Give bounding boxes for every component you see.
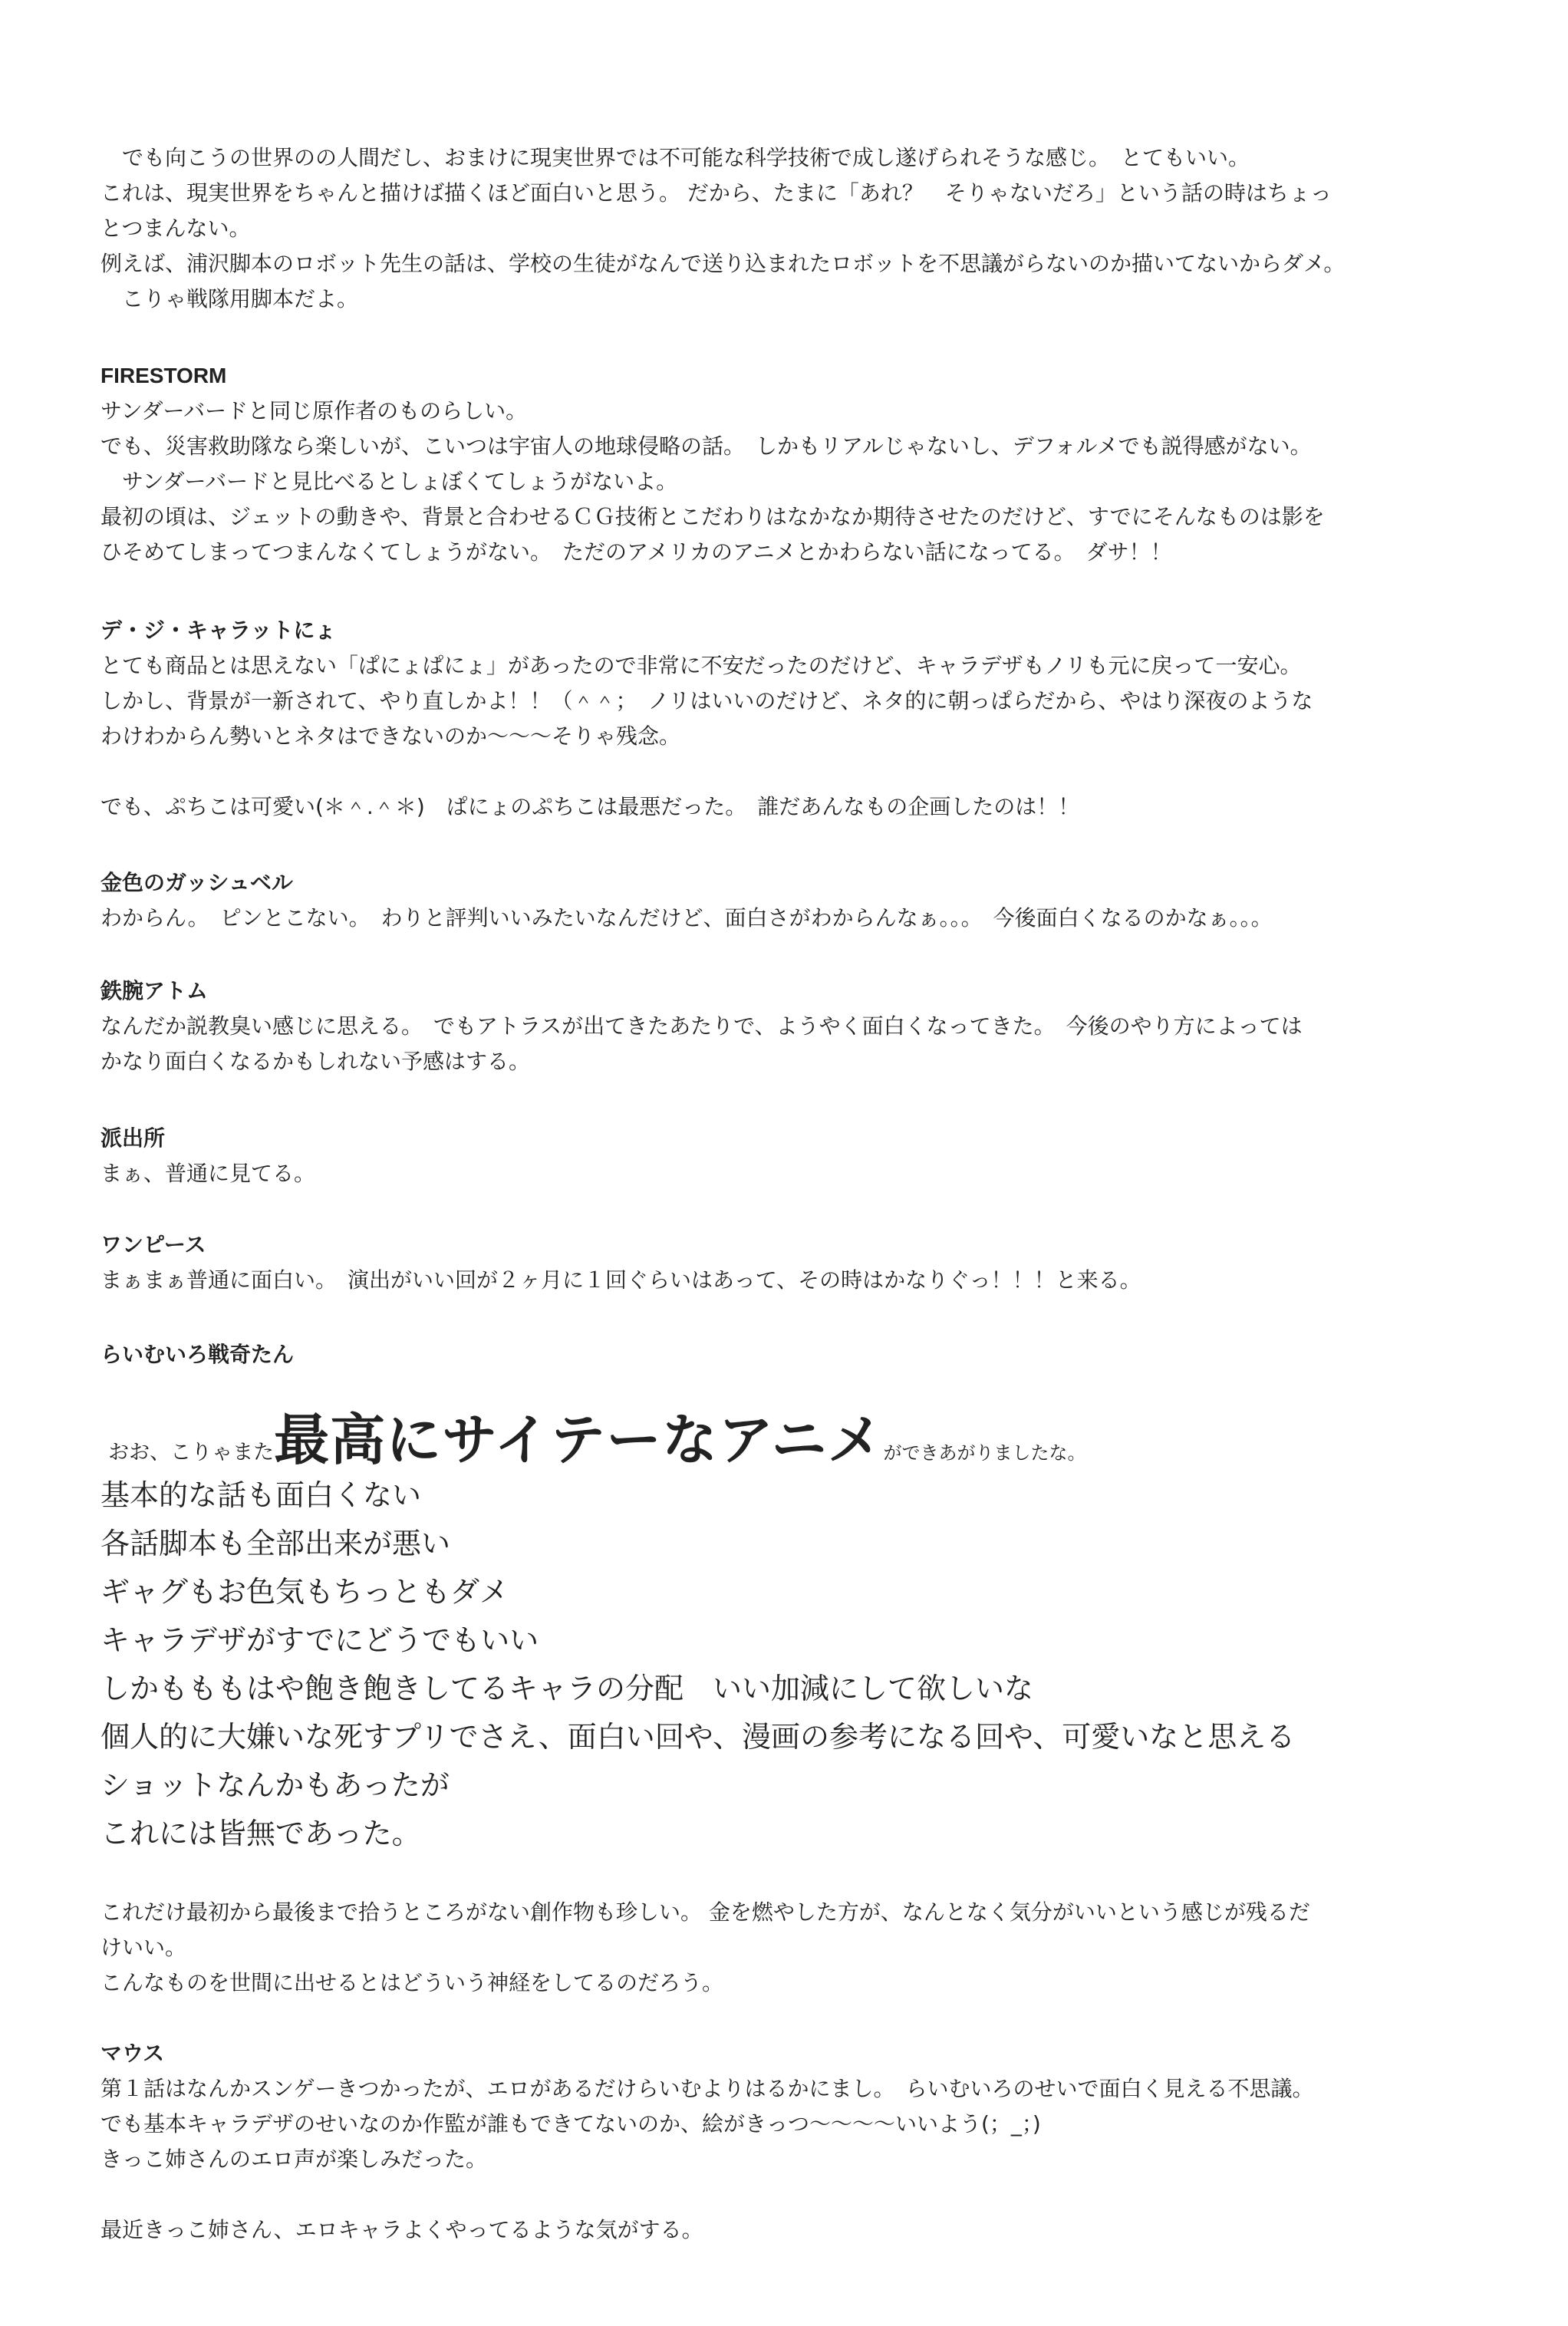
section-heading: らいむいろ戦奇たん	[100, 1343, 295, 1366]
text-line: これだけ最初から最後まで拾うところがない創作物も珍しい。 金を燃やした方が、なんとなく気分がいいという感じが残るだ	[100, 1899, 1310, 1925]
text-line: サンダーバードと見比べるとしょぼくてしょうがないよ。	[100, 469, 678, 494]
text-line: きっこ姉さんのエロ声が楽しみだった。	[100, 2146, 488, 2172]
text-line: しかし、背景が一新されて、やり直しかよ！！（＾＾； ノリはいいのだけど、ネタ的に朝っぱらだから、やはり深夜のような	[100, 688, 1313, 713]
text-line: こりゃ戦隊用脚本だよ。	[100, 286, 359, 311]
list-item: 個人的に大嫌いな死すプリでさえ、面白い回や、漫画の参考になる回や、可愛いなと思える	[100, 1720, 1296, 1754]
list-item: これには皆無であった。	[100, 1817, 421, 1850]
headline-lead: おお、こりゃまた	[108, 1441, 275, 1464]
text-line: けいい。	[100, 1935, 187, 1960]
raimuiro-headline	[100, 1381, 1086, 1475]
headline-tail: ができあがりましたな。	[883, 1442, 1086, 1464]
section-heading: 派出所	[100, 1126, 166, 1150]
raimuiro-complaint-list	[100, 1471, 1295, 1858]
section-raimuiro	[100, 1337, 1451, 1372]
section-heading: FIRESTORM	[100, 364, 227, 387]
section-heading: 鉄腕アトム	[100, 979, 209, 1003]
text-line: これは、現実世界をちゃんと描けば描くほど面白いと思う。 だから、たまに「あれ？ そりゃないだろ」という話の時はちょっ	[100, 180, 1332, 206]
section-heading: ワンピース	[100, 1233, 206, 1257]
list-item: 各話脚本も全部出来が悪い	[100, 1527, 451, 1560]
text-line: とつまんない。	[100, 216, 251, 241]
text-line	[100, 754, 1451, 789]
list-item: ギャグもお色気もちっともダメ	[100, 1575, 509, 1609]
section-mouse	[100, 2036, 1451, 2248]
list-item: キャラデザがすでにどうでもいい	[100, 1623, 539, 1657]
section-dejicharat-nyo	[100, 613, 1451, 825]
intro-paragraph	[100, 140, 1451, 317]
section-heading: デ・ジ・キャラットにょ	[100, 618, 336, 642]
section-one-piece	[100, 1227, 1451, 1298]
section-heading: マウス	[100, 2041, 165, 2065]
section-zatch-bell	[100, 865, 1451, 936]
list-item: しかもももはや飽き飽きしてるキャラの分配 いい加減にして欲しいな	[100, 1672, 1034, 1705]
text-line: なんだか説教臭い感じに思える。 でもアトラスが出てきたあたりで、ようやく面白くなってきた。 今後のやり方によっては	[100, 1013, 1303, 1039]
headline-emphasis: 最高にサイテーなアニメ	[274, 1408, 884, 1472]
text-line: でも基本キャラデザのせいなのか作監が誰もできてないのか、絵がきっつ〜〜〜〜いいよう(；_；)	[100, 2111, 1041, 2137]
text-line	[100, 2177, 1451, 2212]
list-item: 基本的な話も面白くない	[100, 1478, 422, 1512]
text-line: 第１話はなんかスンゲーきつかったが、エロがあるだけらいむよりはるかにまし。 らいむいろのせいで面白く見える不思議。	[100, 2076, 1314, 2101]
text-line: 例えば、浦沢脚本のロボット先生の話は、学校の生徒がなんで送り込まれたロボットを不思議がらないのか描いてないからダメ。	[100, 251, 1346, 276]
text-line: かなり面白くなるかもしれない予感はする。	[100, 1049, 531, 1074]
raimuiro-conclusion	[100, 1895, 1451, 2001]
text-line: でも、災害救助隊なら楽しいが、こいつは宇宙人の地球侵略の話。 しかもリアルじゃないし、デフォルメでも説得感がない。	[100, 433, 1312, 459]
text-line: こんなものを世間に出せるとはどういう神経をしてるのだろう。	[100, 1970, 724, 1995]
text-line: 最近きっこ姉さん、エロキャラよくやってるような気がする。	[100, 2217, 703, 2242]
text-line: わからん。 ピンとこない。 わりと評判いいみたいなんだけど、面白さがわからんなぁ。。。 今後面白くなるのかなぁ。。。	[100, 905, 1273, 931]
text-line: でも向こうの世界のの人間だし、おまけに現実世界では不可能な科学技術で成し遂げられそうな感じ。 とてもいい。	[100, 145, 1250, 170]
section-firestorm	[100, 358, 1451, 570]
text-line: 最初の頃は、ジェットの動きや、背景と合わせるＣＧ技術とこだわりはなかなか期待させたのだけど、すでにそんなものは影を	[100, 504, 1325, 529]
text-line: サンダーバードと同じ原作者のものらしい。	[100, 398, 528, 423]
list-item: ショットなんかもあったが	[100, 1768, 450, 1802]
text-line: わけわからん勢いとネタはできないのか〜〜〜そりゃ残念。	[100, 723, 681, 749]
text-line: とても商品とは思えない「ぱにょぱにょ」があったので非常に不安だったのだけど、キャラデザもノリも元に戻って一安心。	[100, 653, 1302, 678]
section-hashutsujo	[100, 1121, 1451, 1191]
text-line: まぁまぁ普通に面白い。 演出がいい回が２ヶ月に１回ぐらいはあって、その時はかなりぐっ！！！と来る。	[100, 1267, 1141, 1293]
section-heading: 金色のガッシュベル	[100, 871, 293, 894]
section-astro-boy	[100, 974, 1451, 1079]
text-line: まぁ、普通に見てる。	[100, 1161, 316, 1186]
text-line: ひそめてしまってつまんなくてしょうがない。 ただのアメリカのアニメとかわらない話になってる。 ダサ！！	[100, 539, 1172, 565]
text-line: でも、ぷちこは可愛い(＊＾.＾＊) ぱにょのぷちこは最悪だった。 誰だあんなもの企画したのは！！	[100, 794, 1080, 819]
